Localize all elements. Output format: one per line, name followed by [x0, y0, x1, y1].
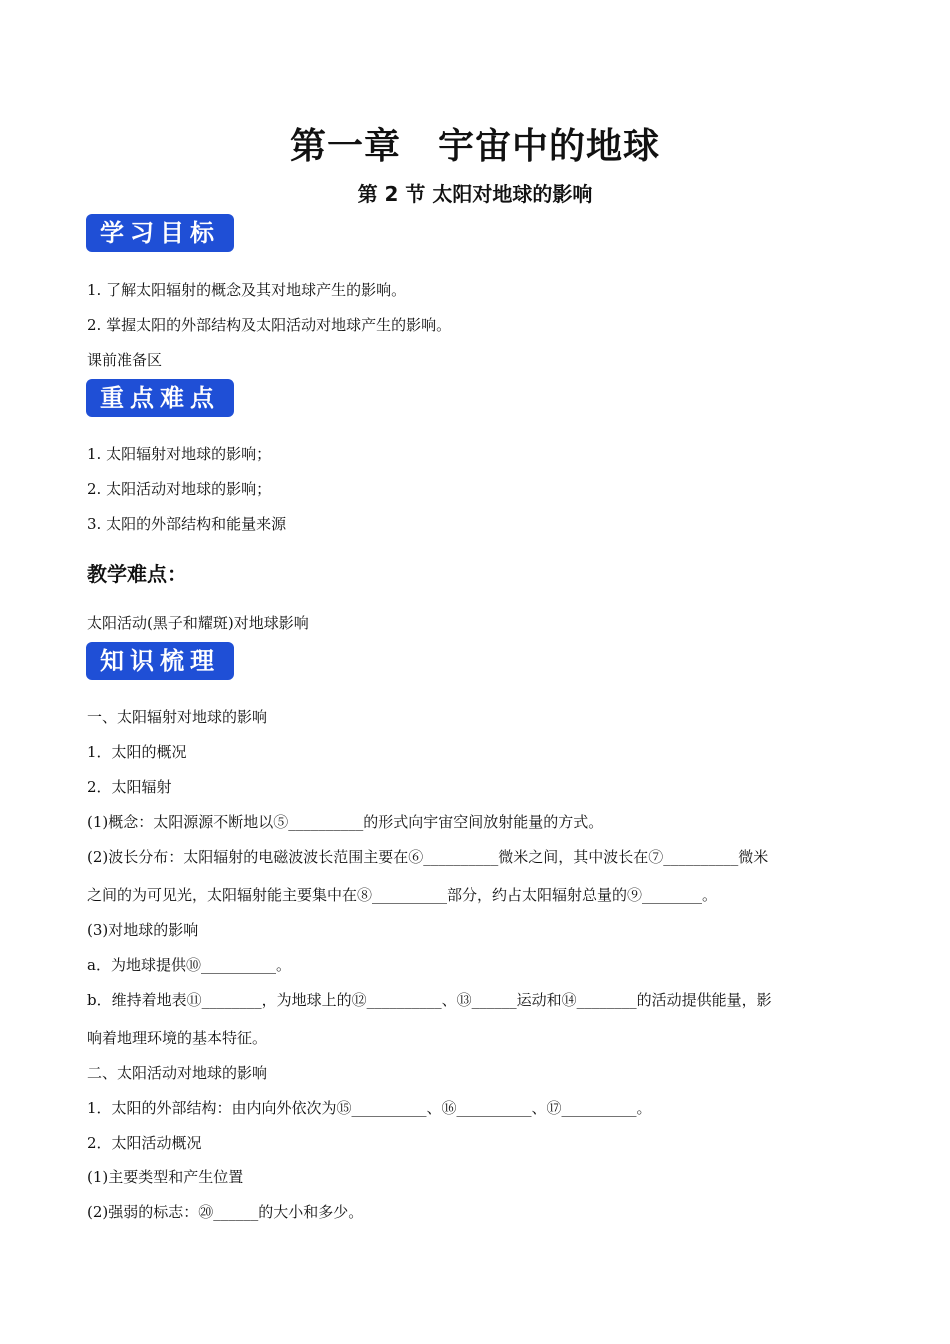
key-point-item: 3. 太阳的外部结构和能量来源	[87, 515, 287, 533]
knowledge-line: (2)强弱的标志：⑳______的大小和多少。	[87, 1203, 364, 1221]
knowledge-line: 1．太阳的外部结构：由内向外依次为⑮__________、⑯__________、⑰__________。	[87, 1099, 652, 1117]
difficulty-text: 太阳活动(黑子和耀斑)对地球影响	[87, 614, 309, 632]
knowledge-line: 一、太阳辐射对地球的影响	[87, 708, 268, 726]
goal-item: 1. 了解太阳辐射的概念及其对地球产生的影响。	[87, 281, 407, 299]
knowledge-badge: 知识梳理	[86, 642, 234, 680]
knowledge-line: b．维持着地表⑪________，为地球上的⑫__________、⑬______运动和⑭________的活动提供能量，影	[87, 991, 772, 1009]
knowledge-line: a．为地球提供⑩__________。	[87, 956, 291, 974]
goal-item: 2. 掌握太阳的外部结构及太阳活动对地球产生的影响。	[87, 316, 452, 334]
knowledge-line: 二、太阳活动对地球的影响	[87, 1064, 268, 1082]
key-point-item: 1. 太阳辐射对地球的影响；	[87, 445, 272, 463]
knowledge-line: 2．太阳活动概况	[87, 1134, 202, 1152]
knowledge-line: (1)概念：太阳源源不断地以⑤__________的形式向宇宙空间放射能量的方式。	[87, 813, 604, 831]
prep-area-label: 课前准备区	[87, 351, 163, 369]
knowledge-line: 之间的为可见光，太阳辐射能主要集中在⑧__________部分，约占太阳辐射总量的⑨________。	[87, 886, 718, 904]
key-point-item: 2. 太阳活动对地球的影响；	[87, 480, 272, 498]
chapter-title: 第一章 宇宙中的地球	[289, 126, 660, 167]
knowledge-line: 响着地理环境的基本特征。	[87, 1029, 268, 1047]
knowledge-line: (2)波长分布：太阳辐射的电磁波波长范围主要在⑥__________微米之间，其中波长在⑦__________微米	[87, 848, 769, 866]
learning-goals-badge: 学习目标	[86, 214, 234, 252]
section-title: 第 2 节 太阳对地球的影响	[357, 182, 593, 206]
knowledge-line: 1．太阳的概况	[87, 743, 187, 761]
difficulty-heading: 教学难点：	[87, 562, 187, 586]
knowledge-line: (3)对地球的影响	[87, 921, 199, 939]
knowledge-line: 2．太阳辐射	[87, 778, 172, 796]
key-points-badge: 重点难点	[86, 379, 234, 417]
knowledge-line: (1)主要类型和产生位置	[87, 1168, 244, 1186]
